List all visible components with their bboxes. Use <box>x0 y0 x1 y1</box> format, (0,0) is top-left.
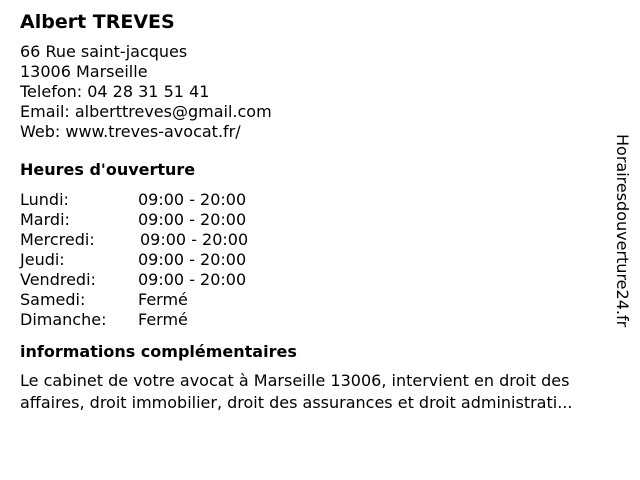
email-line: Email: alberttreves@gmail.com <box>20 102 272 121</box>
time-value: 09:00 - 20:00 <box>138 190 247 209</box>
time-value: Fermé <box>138 290 188 309</box>
info-title: informations complémentaires <box>20 342 297 361</box>
address-street: 66 Rue saint-jacques <box>20 42 188 61</box>
hours-row-tuesday <box>20 210 620 230</box>
address-city: 13006 Marseille <box>20 62 148 81</box>
opening-hours-table <box>20 190 620 330</box>
day-label: Mercredi: <box>20 230 95 249</box>
hours-title: Heures d'ouverture <box>20 160 196 179</box>
day-label: Dimanche: <box>20 310 107 329</box>
business-name: Albert TREVES <box>20 11 175 33</box>
day-label: Mardi: <box>20 210 70 229</box>
business-card <box>20 10 620 414</box>
day-label: Samedi: <box>20 290 86 309</box>
time-value: 09:00 - 20:00 <box>138 270 247 289</box>
info-description: Le cabinet de votre avocat à Marseille 13006, intervient en droit des affaires, droit immobilier, droit des assurances et droit administrati... <box>20 371 573 412</box>
hours-row-monday <box>20 190 620 210</box>
hours-row-sunday <box>20 310 620 330</box>
site-watermark: Horairesdouverture24.fr <box>613 134 632 328</box>
time-value: Fermé <box>138 310 188 329</box>
hours-row-friday <box>20 270 620 290</box>
day-label: Vendredi: <box>20 270 96 289</box>
contact-block <box>20 42 620 142</box>
time-value: 09:00 - 20:00 <box>138 210 247 229</box>
phone-line: Telefon: 04 28 31 51 41 <box>20 82 210 101</box>
hours-row-saturday <box>20 290 620 310</box>
hours-row-thursday <box>20 250 620 270</box>
website-line: Web: www.treves-avocat.fr/ <box>20 122 241 141</box>
day-label: Jeudi: <box>20 250 65 269</box>
time-value: 09:00 - 20:00 <box>138 250 247 269</box>
hours-row-wednesday <box>20 230 620 250</box>
day-label: Lundi: <box>20 190 69 209</box>
time-value: 09:00 - 20:00 <box>140 230 249 249</box>
